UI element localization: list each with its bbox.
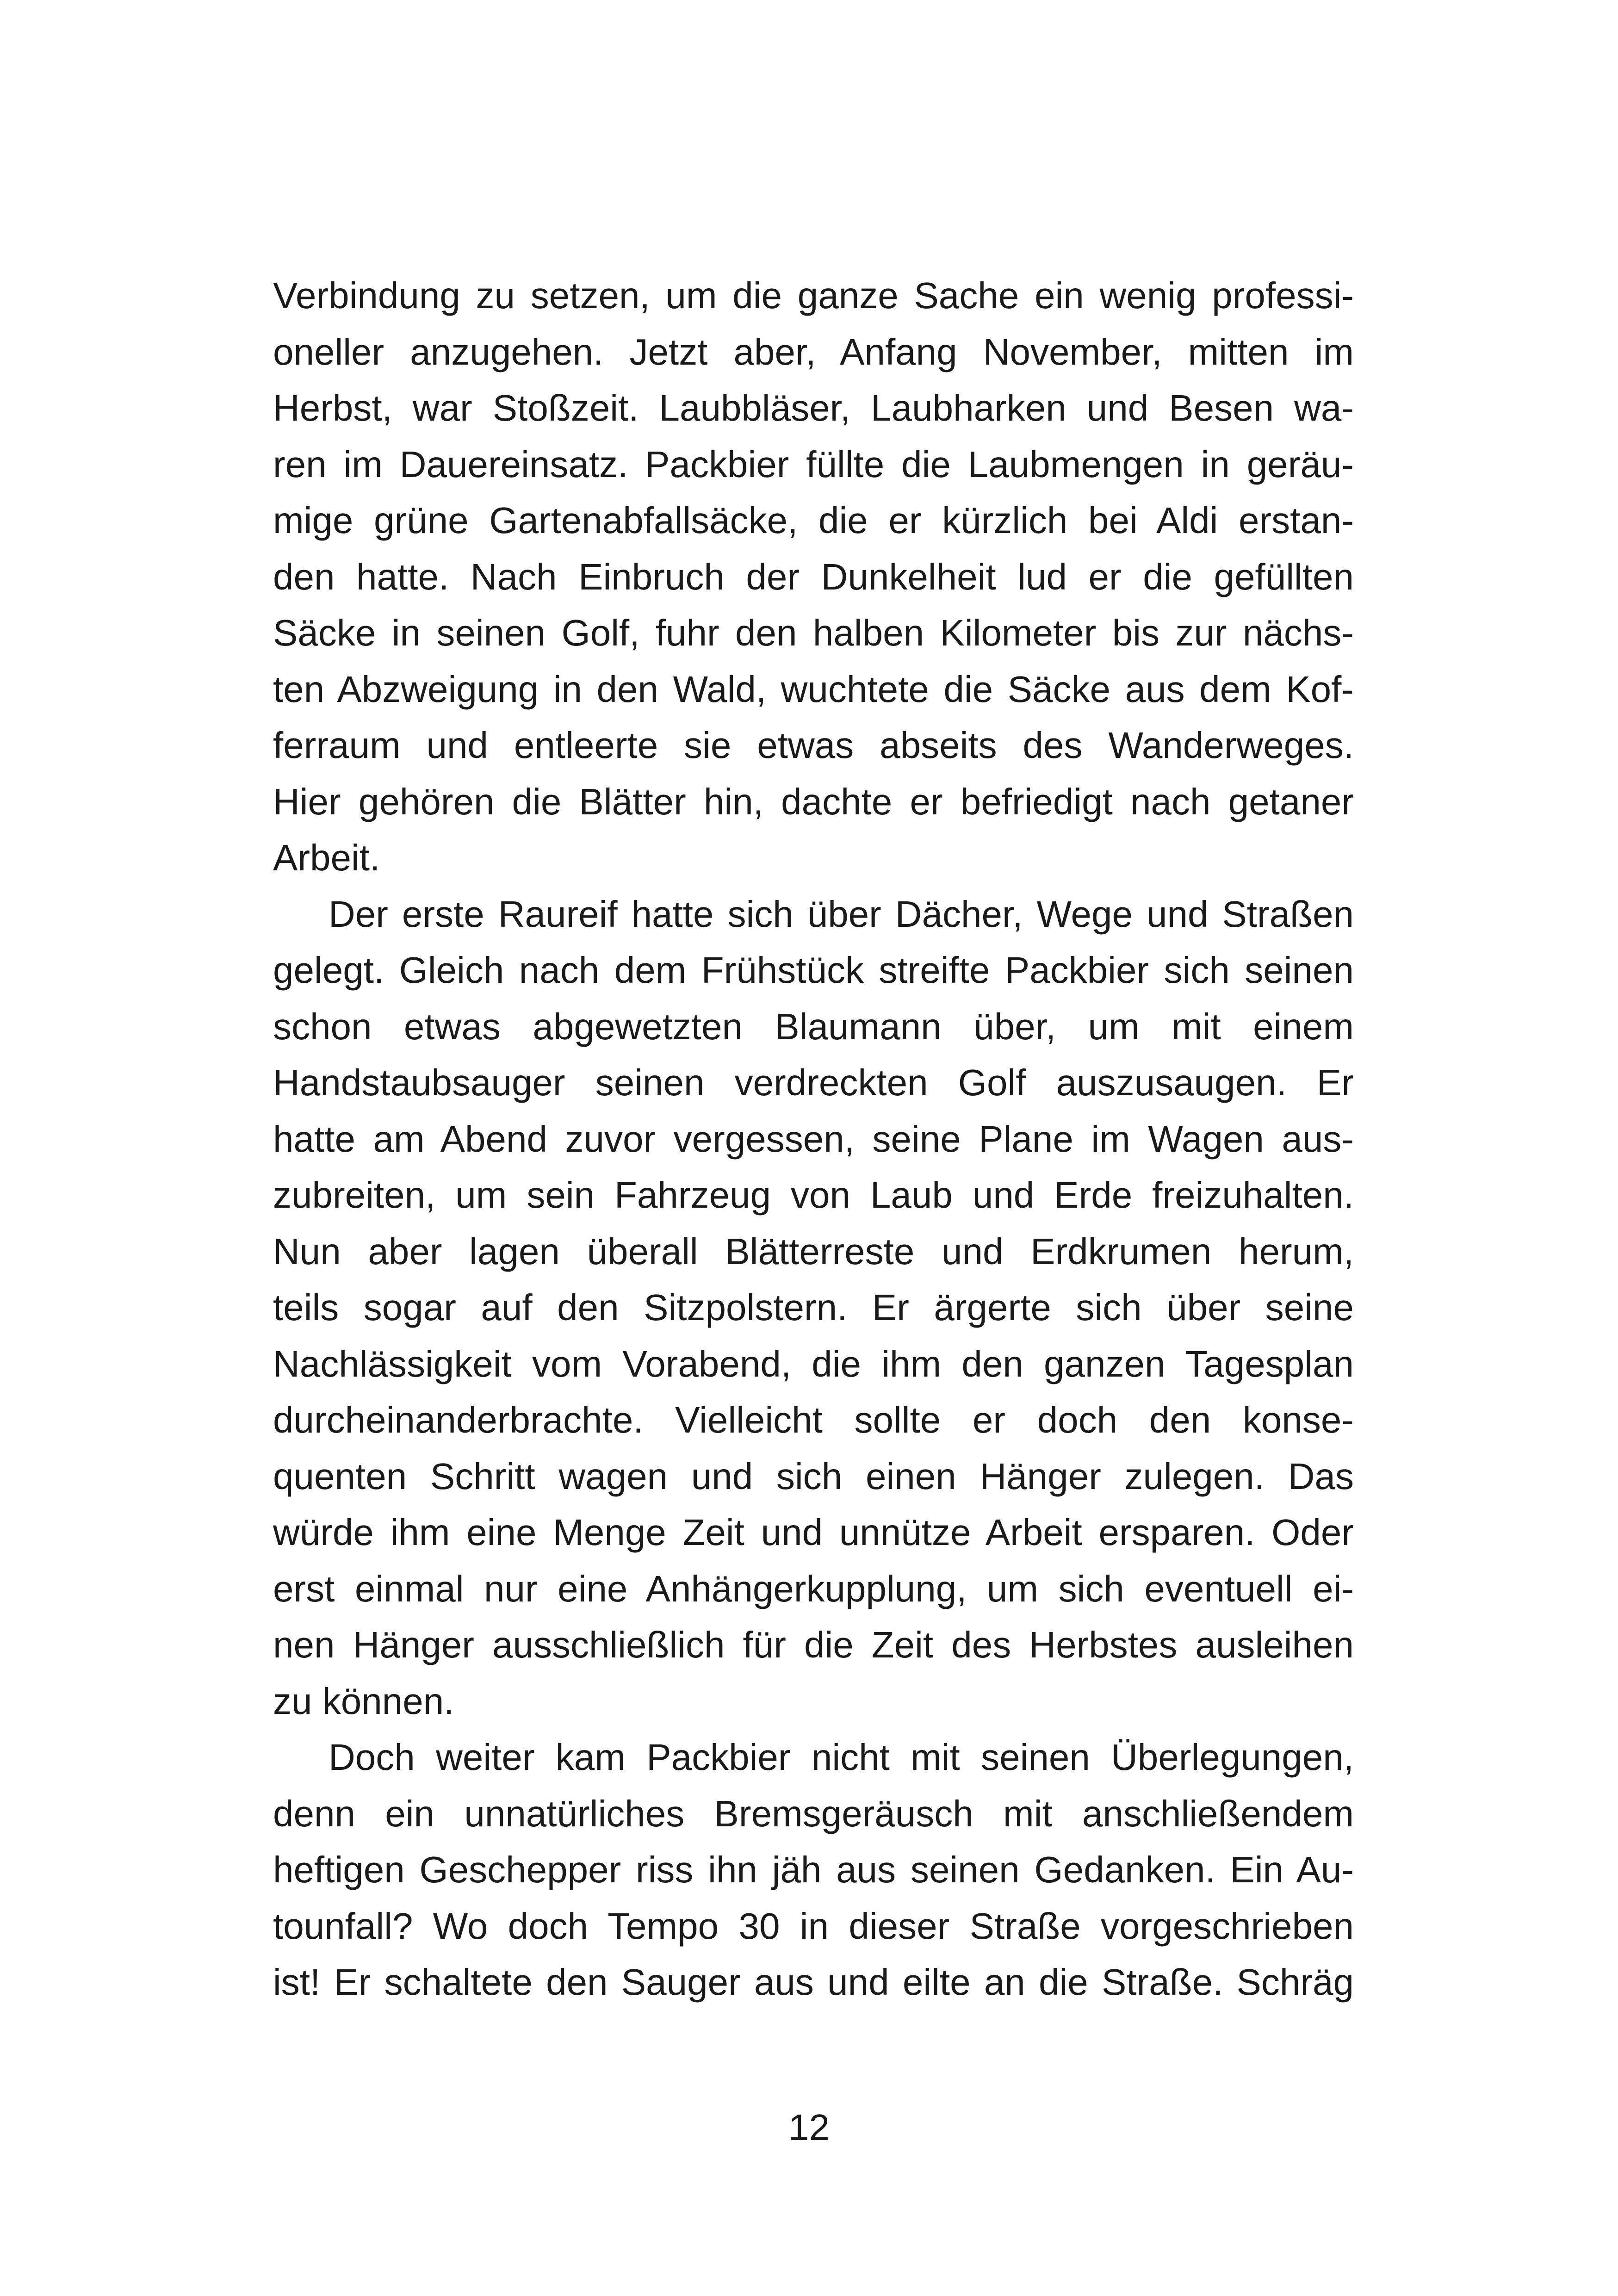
text-line: durcheinanderbrachte. Vielleicht sollte er doch den konse- [273,1399,1354,1440]
text-line: quenten Schritt wagen und sich einen Hänger zulegen. Das [273,1455,1354,1497]
text-line: ist! Er schaltete den Sauger aus und eilte an die Straße. Schräg [273,1961,1354,2003]
text-line: oneller anzugehen. Jetzt aber, Anfang November, mitten im [273,331,1354,372]
text-line: erst einmal nur eine Anhängerkupplung, um sich eventuell ei- [273,1568,1354,1609]
text-line: zu können. [273,1680,454,1722]
text-line: teils sogar auf den Sitzpolstern. Er ärgerte sich über seine [273,1287,1354,1328]
text-line: Herbst, war Stoßzeit. Laubbläser, Laubharken und Besen wa- [273,387,1354,428]
text-line: Doch weiter kam Packbier nicht mit seinen Überlegungen, [329,1737,1354,1778]
paragraph [273,1729,1354,2011]
text-line: Hier gehören die Blätter hin, dachte er befriedigt nach getaner [273,781,1354,822]
paragraph [273,267,1354,886]
text-line: heftigen Geschepper riss ihn jäh aus seinen Gedanken. Ein Au- [273,1849,1354,1890]
text-line: Handstaubsauger seinen verdreckten Golf auszusaugen. Er [273,1062,1354,1103]
text-line: ferraum und entleerte sie etwas abseits des Wanderweges. [273,725,1354,766]
text-line: Nachlässigkeit vom Vorabend, die ihm den ganzen Tagesplan [273,1343,1354,1384]
text-line: würde ihm eine Menge Zeit und unnütze Arbeit ersparen. Oder [273,1512,1354,1553]
text-line: Der erste Raureif hatte sich über Dächer, Wege und Straßen [329,893,1354,935]
text-line: tounfall? Wo doch Tempo 30 in dieser Straße vorgeschrieben [273,1905,1354,1947]
text-line: gelegt. Gleich nach dem Frühstück streifte Packbier sich seinen [273,949,1354,991]
text-line: ren im Dauereinsatz. Packbier füllte die Laubmengen in geräu- [273,443,1354,485]
text-line: Arbeit. [273,837,380,878]
text-line: Säcke in seinen Golf, fuhr den halben Kilometer bis zur nächs- [273,612,1354,653]
text-line: nen Hänger ausschließlich für die Zeit des Herbstes ausleihen [273,1624,1354,1665]
text-line: denn ein unnatürliches Bremsgeräusch mit anschließendem [273,1793,1354,1834]
text-line: Nun aber lagen überall Blätterreste und Erdkrumen herum, [273,1230,1354,1272]
text-line: schon etwas abgewetzten Blaumann über, um mit einem [273,1005,1354,1047]
page-number: 12 [788,2107,830,2148]
text-line: ten Abzweigung in den Wald, wuchtete die Säcke aus dem Kof- [273,668,1354,710]
body-text [273,267,1354,2011]
text-line: zubreiten, um sein Fahrzeug von Laub und Erde freizuhalten. [273,1174,1354,1216]
text-line: den hatte. Nach Einbruch der Dunkelheit lud er die gefüllten [273,556,1354,597]
text-line: hatte am Abend zuvor vergessen, seine Plane im Wagen aus- [273,1118,1354,1160]
paragraph [273,886,1354,1730]
text-line: Verbindung zu setzen, um die ganze Sache ein wenig professi- [273,275,1354,316]
text-line: mige grüne Gartenabfallsäcke, die er kürzlich bei Aldi erstan- [273,500,1354,541]
